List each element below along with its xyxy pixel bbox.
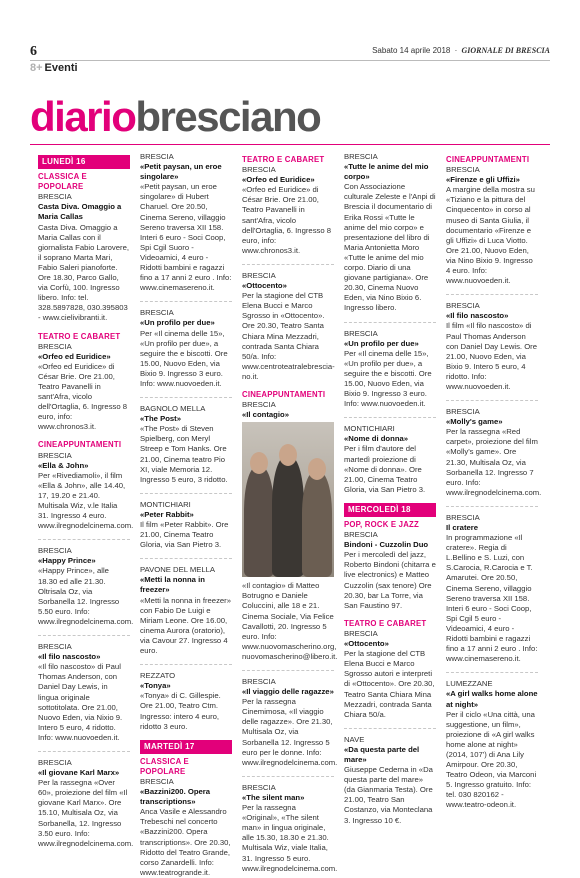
column-3 (242, 152, 338, 873)
event-city: BRESCIA (38, 546, 72, 556)
event-body: Per «Il cinema delle 15», «Un profilo per due», a seguire the e biscotti. Ore 15.00, Nuovo Eden, via Bixio 9. Ingresso 3 euro. Info: www.nuovoeden.it. (344, 348, 432, 409)
event-listing (38, 450, 134, 532)
category-heading: TEATRO E CABARET (344, 618, 427, 628)
event-title: «Nome di donna» (344, 434, 409, 444)
event-listing (140, 308, 232, 389)
divider (344, 417, 436, 418)
event-listing (140, 565, 232, 656)
event-city: BRESCIA (446, 301, 480, 311)
event-title: «Happy Prince» (38, 556, 96, 566)
event-body: Per il ciclo «Una città, una suggestione, un film», proiezione di «A girl walks home alone at night» (2014, 107') di Ana Lily Amirpour. Ore 20.30, Teatro Odeon, via Marconi 5. Ingresso gratuito. Info: tel. 030 820162 - www.teatro-odeon.it. (446, 709, 537, 810)
event-listing (140, 404, 232, 485)
event-body: Per i film d'autore del martedì proiezione di «Nome di donna». Ore 21.00, Cinema Teatro Gloria, via San Pietro 3. (344, 444, 426, 494)
category-heading: TEATRO E CABARET (242, 155, 325, 164)
event-title: «The Post» (140, 414, 182, 424)
event-title: «Orfeo ed Euridice» (242, 175, 315, 185)
event-title: «Il filo nascosto» (446, 311, 509, 321)
category-heading: CLASSICA E POPOLARE (140, 756, 189, 776)
masthead-rule (30, 144, 550, 145)
event-title: «A girl walks home alone at night» (446, 689, 538, 709)
divider (38, 751, 130, 752)
event-city: BRESCIA (446, 165, 480, 175)
event-body: Giuseppe Cederna in «Da questa parte del mare» (da Gianmaria Testa). Ore 21.00, Teatro San Costanzo, via Monteclana 3. Ingresso 10 €. (344, 765, 433, 825)
event-listing (140, 152, 232, 293)
event-listing (446, 165, 538, 286)
event-listing (344, 735, 436, 826)
event-city: PAVONE DEL MELLA (140, 565, 216, 575)
event-listing (140, 777, 232, 878)
divider (38, 635, 130, 636)
event-listing (38, 192, 130, 323)
column-2 (140, 152, 232, 877)
category-heading: CLASSICA E POPOLARE (38, 172, 87, 192)
event-body: «Metti la nonna in freezer» con Fabio De Luigi e Miriam Leone. Ore 16.00, cinema Aurora (oratorio), via Cavour 27. Ingresso 4 euro. (140, 595, 232, 656)
event-body: Il film «Peter Rabbit». Ore 21.00, Cinema Teatro Gloria, via San Pietro 3. (140, 520, 229, 550)
day-header-wednesday: MERCOLEDÌ 18 (344, 503, 436, 517)
event-listing (140, 671, 232, 732)
event-city: BRESCIA (344, 628, 378, 638)
photo-figure (244, 467, 274, 577)
category-heading: TEATRO E CABARET (38, 331, 121, 341)
issue-date: Sabato 14 aprile 2018 (372, 46, 451, 55)
header-rule (30, 60, 550, 61)
section-logo-mark: 8+ (30, 62, 43, 74)
masthead-part1: diario (30, 93, 136, 140)
event-listing (38, 642, 130, 743)
event-body: A margine della mostra su «Tiziano e la pittura del Cinquecento» in corso al museo di Santa Giulia, il documentario «Firenze e gli Uffizi» di Luca Viotto. Ore 21.00, Nuovo Eden, via Nino Bixio 9. Ingresso 4 euro. Info: www.nuovoeden.it. (446, 185, 535, 286)
event-title: «Il giovane Karl Marx» (38, 768, 120, 778)
event-listing (344, 530, 436, 611)
event-body: In programmazione «Il cratere». Regia di L.Bellino e S. Luzi, con S.Carocia, R.Carocia e T. Amarutei. Ore 20.50, Cinema Sereno, villaggio Sereno traversa XII 158. Interi 6 euro - Soci Coop, Spi Cgil 5 euro - Videoamici, 4 euro - Ridotti bambini e ragazzi fino a 17 anni 2 euro . Info: www.cinemasereno.it. (446, 533, 538, 664)
divider (446, 672, 538, 673)
divider (140, 397, 232, 398)
event-listing (242, 271, 334, 382)
event-listing (38, 757, 134, 849)
event-city: BRESCIA (446, 512, 480, 522)
event-title: «Ottocento» (242, 281, 287, 291)
event-city: BRESCIA (344, 530, 378, 540)
event-listing (38, 546, 134, 627)
event-listing (38, 342, 130, 433)
event-city: BRESCIA (38, 642, 72, 652)
event-title: «Ella & John» (38, 460, 89, 470)
date-separator: · (454, 46, 458, 55)
event-city: MONTICHIARI (140, 499, 191, 509)
event-body: «Il contagio» di Matteo Botrugno e Daniele Coluccini, alle 18 e 21. Cinema Sociale, Via Felice Cavallotti, 20. Ingresso 5 euro. Info: www.nuovomascherino.org, nuovomascherino@libero.it. (242, 581, 338, 661)
event-title: Casta Diva. Omaggio a Maria Callas (38, 202, 122, 222)
event-body: Per la rassegna Cinemimosa, «Il viaggio delle ragazze». Ore 21.30, Multisala Oz, via Sorbanella 12. Ingresso 5 euro per le donne. Info: www.ilregnodelcinema.com. (242, 697, 338, 767)
event-listing (242, 677, 338, 768)
event-title: «Peter Rabbit» (140, 509, 194, 519)
event-listing (446, 679, 538, 810)
event-city: BRESCIA (38, 192, 72, 202)
event-body: Per la stagione del CTB Elena Bucci e Marco Sgrosso in «Ottocento». Ore 20.30, Teatro Santa Chiara Mina Mezzadri, contrada Santa Chiara 50/a. Info: www.centroteatralebrescia-no.it. (242, 291, 335, 381)
section-title: Eventi (44, 62, 78, 74)
event-body: «Orfeo ed Euridice» di César Brie. Ore 21.00, Teatro Pavanelli in sant'Afra, vicolo dell'Ortaglia, 6. Ingresso 8 euro, info: www.chronos3.it. (242, 185, 332, 255)
event-body: Per «Il cinema delle 15», «Un profilo per due», a seguire the e biscotti. Ore 15.00, Nuovo Eden, via Bixio 9. Ingresso 3 euro. Info: www.nuovoeden.it. (140, 328, 228, 388)
category-heading: CINEAPPUNTAMENTI (38, 440, 122, 450)
event-body: «Tonya» di C. Gillespie. Ore 21.00, Teatro Ctm. Ingresso: intero 4 euro, ridotto 3 euro. (140, 691, 221, 731)
day-header-monday: LUNEDÌ 16 (38, 155, 130, 169)
masthead (30, 92, 550, 142)
event-body: Per la stagione del CTB Elena Bucci e Marco Sgrosso autori e interpreti di «Ottocento». Ore 20.30, Teatro Santa Chiara Mina Mezzadri, contrada Santa Chiara 50/a. (344, 649, 435, 719)
event-city: BRESCIA (446, 407, 480, 417)
event-listing (446, 301, 538, 392)
section-label (30, 62, 78, 74)
event-body: «The Post» di Steven Spielberg, con Meryl Streep e Tom Hanks. Ore 21.00, Cinema teatro Pio XI, viale Memoria 12. Ingresso 5 euro, 3 ridotto. (140, 424, 228, 484)
event-title: «Il viaggio delle ragazze» (242, 687, 334, 697)
event-title: «Tonya» (140, 681, 171, 691)
event-body: Per la rassegna «Original», «The silent man» in lingua originale, alle 15.30, 18.30 e 21.30. Multisala Wiz, viale Italia, 31. Ingresso 5 euro. www.ilregnodelcinema.com. (242, 803, 338, 873)
divider (446, 506, 538, 507)
divider (446, 294, 538, 295)
divider (242, 670, 334, 671)
event-title: «Il filo nascosto» (38, 652, 101, 662)
event-title: «Il contagio» (242, 410, 289, 420)
event-city: BRESCIA (38, 450, 72, 460)
event-title: «The silent man» (242, 792, 305, 802)
event-title: «Ottocento» (344, 639, 389, 649)
event-title: Bindoni - Cuzzolin Duo (344, 540, 429, 550)
divider (446, 400, 538, 401)
event-body: Il film «Il filo nascosto» di Paul Thomas Anderson con Daniel Day Lewis. Ore 21.00, Nuovo Eden, via Bixio 9. Intero 5 euro, 4 ridotto. Info: www.nuovoeden.it. (446, 321, 538, 391)
column-5 (446, 152, 542, 810)
divider (140, 664, 232, 665)
photo-figure (272, 457, 304, 577)
event-city: BRESCIA (38, 341, 72, 351)
event-city: MONTICHIARI (344, 424, 395, 434)
event-city: BRESCIA (140, 308, 174, 318)
event-title: Il cratere (446, 523, 479, 532)
day-header-tuesday: MARTEDÌ 17 (140, 740, 232, 754)
event-city: BRESCIA (344, 152, 378, 161)
event-listing (344, 424, 436, 495)
divider (242, 776, 334, 777)
event-listing (344, 152, 436, 314)
event-title: «Bazzini200. Opera transcriptions» (140, 787, 211, 807)
event-listing (344, 629, 436, 720)
event-city: BRESCIA (242, 270, 276, 280)
divider (38, 539, 130, 540)
photo-figure (302, 472, 332, 577)
event-city: REZZATO (140, 671, 176, 681)
event-body: Per la rassegna «Red carpet», proiezione del film «Molly's game». Ore 21.30, Multisala Oz, via Sorbanella 12. Ingresso 7 euro. Info: www.ilregnodelcinema.com. (446, 427, 542, 497)
category-heading: CINEAPPUNTAMENTI (446, 155, 530, 164)
event-body: Per i mercoledì del jazz, Roberto Bindoni (chitarra e live electronics) e Matteo Cuzzolin (sax tenore) Ore 20.30, bar La Torre, via San Faustino 97. (344, 550, 436, 610)
event-body: Casta Diva. Omaggio a Maria Callas con il giornalista Fabio Larovere, il soprano Marta Mari, Fabio Saleri pianoforte. Ore 18.30, Parco Gallo, via Corfù, 100. Ingresso libero. Info: tel. 328.5897828, 030.395803 - www.cielivibranti.it. (38, 222, 130, 323)
event-body: «Il filo nascosto» di Paul Thomas Anderson, con Daniel Day Lewis, in lingua originale sottotitolata. Ore 21.00, Nuovo Eden, via Nixio 9. Intero 5 euro, 4 ridotto. Info: www.nuovoeden.it. (38, 662, 123, 742)
newspaper-name: GIORNALE DI BRESCIA (461, 46, 550, 55)
event-listing (242, 782, 338, 874)
event-body: Anca Vasile e Alessandro Trebeschi nel concerto «Bazzini200. Opera transcriptions». Ore 20.30, Ridotto del Teatro Grande, corso Zanardelli. Info: www.teatrogrande.it. (140, 807, 231, 877)
divider (344, 322, 436, 323)
divider (140, 493, 232, 494)
masthead-part2: bresciano (135, 93, 321, 140)
event-title: «Molly's game» (446, 417, 503, 427)
divider (140, 301, 232, 302)
event-listing (140, 500, 232, 550)
event-city: BAGNOLO MELLA (140, 404, 206, 414)
column-4 (344, 152, 436, 825)
event-city: BRESCIA (140, 776, 174, 786)
event-title: «Un profilo per due» (140, 318, 215, 328)
event-title: «Firenze e gli Uffizi» (446, 175, 520, 185)
event-listing (344, 329, 436, 410)
divider (344, 728, 436, 729)
event-city: BRESCIA (38, 757, 72, 767)
date-line (372, 46, 550, 55)
event-listing (446, 407, 542, 498)
page-number: 6 (30, 44, 37, 59)
event-body: Con Associazione culturale Zeleste e l'Anpi di Brescia il documentario di Erika Rossi «Tutte le anime del mio corpo» e presentazione del libro di Maria Antonietta Moro «Tutte le anime del mio corpo. Diario di una giovane partigiana». Ore 20.30, Cinema Nuovo Eden, via Nino Bixio 6. Ingresso libero. (344, 182, 436, 313)
event-city: NAVE (344, 734, 365, 744)
event-city: BRESCIA (242, 782, 276, 792)
event-title: «Un profilo per due» (344, 338, 419, 348)
event-city: BRESCIA (242, 400, 276, 410)
divider (242, 264, 334, 265)
event-city: BRESCIA (344, 328, 378, 338)
event-listing (242, 165, 334, 256)
event-title: «Petit paysan, un eroe singolare» (140, 162, 222, 182)
event-body: Per «Rivediamoli», il film «Ella & John», alle 14.40, 17, 19.20 e 21.40. Multisala Wiz, v.le Italia 31. Ingresso 4 euro. www.ilregnodelcinema.com. (38, 470, 134, 531)
event-listing (446, 513, 538, 664)
event-listing (242, 400, 338, 662)
event-body: «Happy Prince», alle 18.30 ed alle 21.30. Oltrisala Oz, via Sorbanella 12. Ingresso 5.50 euro. Info: www.ilregnodelcinema.com. (38, 566, 134, 626)
event-city: BRESCIA (242, 165, 276, 175)
event-city: LUMEZZANE (446, 679, 493, 689)
category-heading: CINEAPPUNTAMENTI (242, 389, 326, 399)
column-1 (38, 152, 134, 848)
event-body: Per la rassegna «Over 60», proiezione del film «Il giovane Karl Marx». Ore 15.10, Multisala Oz, via Sorbanella, 12. Ingresso 3.50 euro. Info: www.ilregnodelcinema.com. (38, 778, 134, 848)
category-heading: POP, ROCK E JAZZ (344, 520, 419, 529)
page-header (30, 44, 550, 58)
event-title: «Tutte le anime del mio corpo» (344, 162, 429, 182)
divider (140, 558, 232, 559)
event-title: «Orfeo ed Euridice» (38, 351, 111, 361)
event-title: «Da questa parte del mare» (344, 744, 420, 764)
event-title: «Metti la nonna in freezer» (140, 575, 205, 595)
event-body: «Orfeo ed Euridice» di César Brie. Ore 21.00, Teatro Pavanelli in sant'Afra, vicolo dell'Ortaglia, 6. Ingresso 8 euro, info: www.chronos3.it. (38, 361, 128, 432)
event-photo (242, 422, 334, 577)
event-city: BRESCIA (242, 677, 276, 686)
event-city: BRESCIA (140, 152, 174, 161)
event-body: «Petit paysan, un eroe singolare» di Hubert Charuel. Ore 20.50, Cinema Sereno, villaggio Sereno traversa XII 158. Interi 6 euro - Soci Coop, Spi Cgil Suoro - Videoamici, 4 euro - Ridotti bambini e ragazzi fino a 17 anni 2 euro . Info: www.cinemasereno.it. (140, 182, 232, 293)
